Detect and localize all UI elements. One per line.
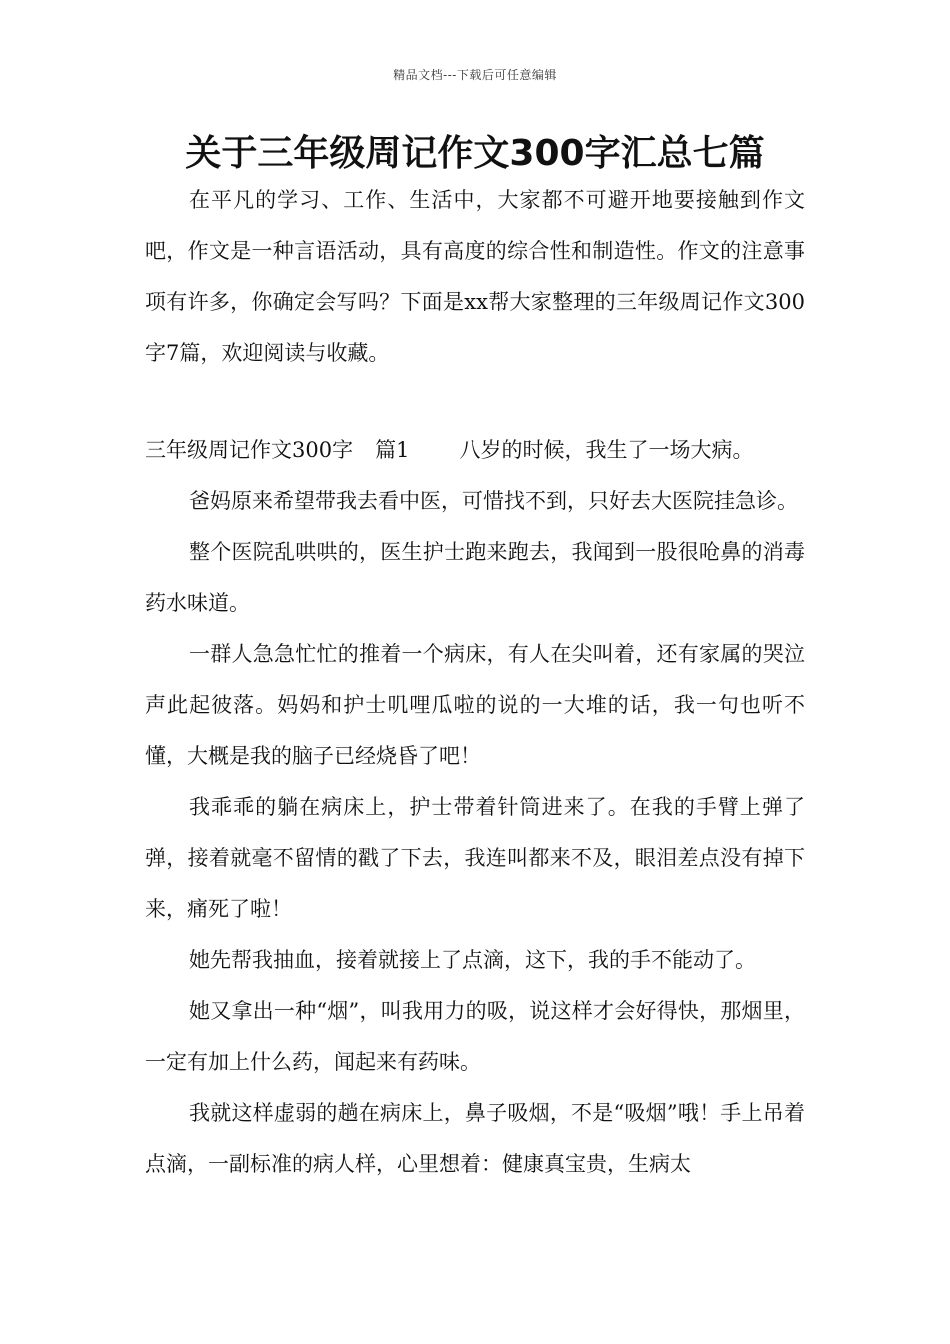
essay-paragraph: 爸妈原来希望带我去看中医，可惜找不到，只好去大医院挂急诊。: [189, 489, 798, 513]
essay-paragraph: 我乖乖的躺在病床上，护士带着针筒进来了。在我的手臂上弹了弹，接着就毫不留情的戳了下去，我连叫都来不及，眼泪差点没有掉下来，痛死了啦！: [145, 795, 805, 921]
essay-paragraph: 她又拿出一种“烟”，叫我用力的吸，说这样才会好得快，那烟里，一定有加上什么药，闻起来有药味。: [145, 999, 805, 1074]
essay-section-1: [145, 425, 805, 1190]
essay-paragraph: 整个医院乱哄哄的，医生护士跑来跑去，我闻到一股很呛鼻的消毒药水味道。: [145, 540, 805, 615]
essay-paragraph: 我就这样虚弱的趟在病床上，鼻子吸烟，不是“吸烟”哦！手上吊着点滴，一副标准的病人样，心里想着：健康真宝贵，生病太: [145, 1101, 805, 1176]
section-heading-name: 三年级周记作文300字: [145, 438, 354, 462]
section-heading: [145, 425, 805, 476]
document-title: 关于三年级周记作文300字汇总七篇: [185, 133, 765, 174]
intro-paragraph: 在平凡的学习、工作、生活中，大家都不可避开地要接触到作文吧，作文是一种言语活动，具有高度的综合性和制造性。作文的注意事项有许多，你确定会写吗？下面是xx帮大家整理的三年级周记作文300字7篇，欢迎阅读与收藏。: [145, 188, 805, 365]
page-header: 精品文档---下载后可任意编辑: [393, 68, 557, 82]
essay-paragraph: 一群人急急忙忙的推着一个病床，有人在尖叫着，还有家属的哭泣声此起彼落。妈妈和护士叽哩瓜啦的说的一大堆的话，我一句也听不懂，大概是我的脑子已经烧昏了吧！: [145, 642, 805, 768]
intro-section: [145, 175, 805, 379]
section-heading-number: 篇1: [375, 438, 410, 462]
section-first-line: 八岁的时候，我生了一场大病。: [459, 438, 754, 462]
essay-paragraph: 她先帮我抽血，接着就接上了点滴，这下，我的手不能动了。: [189, 948, 756, 972]
